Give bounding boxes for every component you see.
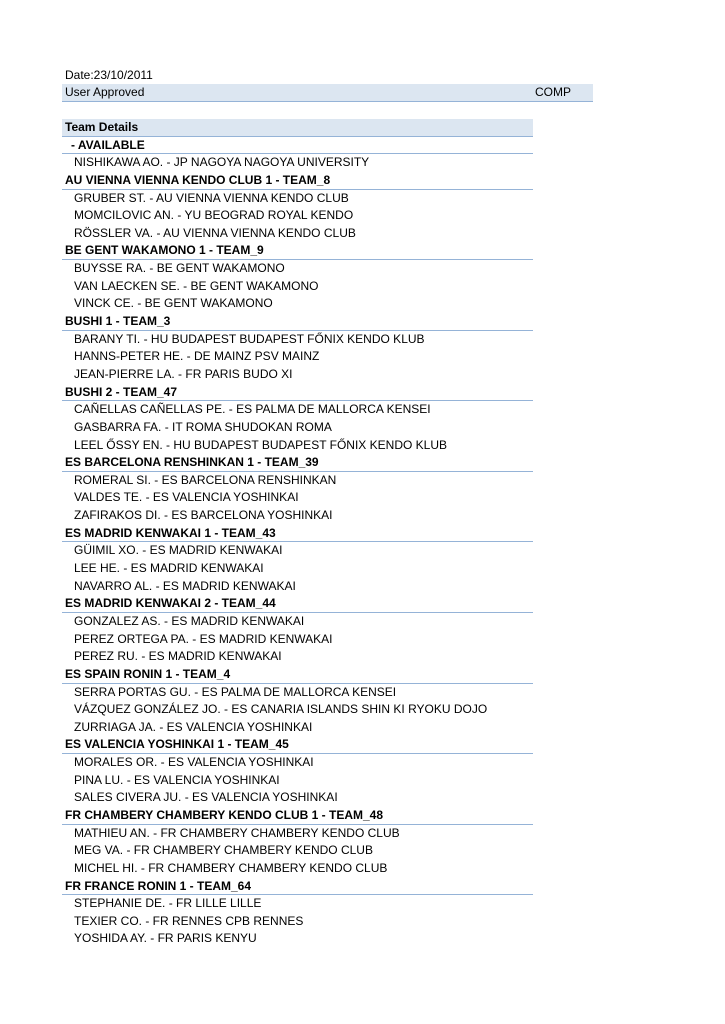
- team-row: ES MADRID KENWAKAI 2 - TEAM_44: [62, 595, 533, 613]
- report-date: Date:23/10/2011: [65, 68, 153, 82]
- member-row: PEREZ ORTEGA PA. - ES MADRID KENWAKAI: [74, 631, 333, 646]
- member-row: ZURRIAGA JA. - ES VALENCIA YOSHINKAI: [74, 719, 313, 734]
- team-row: BUSHI 2 - TEAM_47: [62, 384, 533, 402]
- member-row: PEREZ RU. - ES MADRID KENWAKAI: [74, 649, 282, 664]
- member-row: LEEL ŐSSY EN. - HU BUDAPEST BUDAPEST FŐNIX KENDO KLUB: [74, 437, 447, 452]
- member-row: MICHEL HI. - FR CHAMBERY CHAMBERY KENDO CLUB: [74, 860, 388, 875]
- member-row: GÜIMIL XO. - ES MADRID KENWAKAI: [74, 543, 283, 558]
- member-row: NAVARRO AL. - ES MADRID KENWAKAI: [74, 578, 296, 593]
- member-row: BARANY TI. - HU BUDAPEST BUDAPEST FŐNIX KENDO KLUB: [74, 331, 425, 346]
- team-details-header: Team Details: [62, 119, 533, 137]
- member-row: SERRA PORTAS GU. - ES PALMA DE MALLORCA KENSEI: [74, 684, 397, 699]
- member-row: BUYSSE RA. - BE GENT WAKAMONO: [74, 261, 285, 276]
- member-row: VAN LAECKEN SE. - BE GENT WAKAMONO: [74, 278, 319, 293]
- member-row: LEE HE. - ES MADRID KENWAKAI: [74, 561, 264, 576]
- team-row: ES MADRID KENWAKAI 1 - TEAM_43: [62, 525, 533, 543]
- member-row: CAÑELLAS CAÑELLAS PE. - ES PALMA DE MALLORCA KENSEI: [74, 402, 431, 417]
- member-row: JEAN-PIERRE LA. - FR PARIS BUDO XI: [74, 366, 293, 381]
- member-row: NISHIKAWA AO. - JP NAGOYA NAGOYA UNIVERSITY: [74, 155, 370, 170]
- member-row: PINA LU. - ES VALENCIA YOSHINKAI: [74, 772, 280, 787]
- member-row: YOSHIDA AY. - FR PARIS KENYU: [74, 931, 257, 946]
- member-row: MEG VA. - FR CHAMBERY CHAMBERY KENDO CLUB: [74, 843, 373, 858]
- user-approved-bar: [62, 84, 593, 102]
- team-row: - AVAILABLE: [62, 137, 533, 155]
- team-row: BE GENT WAKAMONO 1 - TEAM_9: [62, 242, 533, 260]
- member-row: STEPHANIE DE. - FR LILLE LILLE: [74, 896, 262, 911]
- user-approved-label: User Approved: [65, 85, 145, 99]
- member-row: RÖSSLER VA. - AU VIENNA VIENNA KENDO CLUB: [74, 225, 356, 240]
- comp-label: COMP: [535, 85, 571, 99]
- team-row: BUSHI 1 - TEAM_3: [62, 313, 533, 331]
- member-row: HANNS-PETER HE. - DE MAINZ PSV MAINZ: [74, 349, 320, 364]
- member-row: ZAFIRAKOS DI. - ES BARCELONA YOSHINKAI: [74, 508, 333, 523]
- team-row: ES BARCELONA RENSHINKAN 1 - TEAM_39: [62, 454, 533, 472]
- member-row: TEXIER CO. - FR RENNES CPB RENNES: [74, 913, 304, 928]
- member-row: VALDES TE. - ES VALENCIA YOSHINKAI: [74, 490, 299, 505]
- team-row: AU VIENNA VIENNA KENDO CLUB 1 - TEAM_8: [62, 172, 533, 190]
- member-row: SALES CIVERA JU. - ES VALENCIA YOSHINKAI: [74, 790, 338, 805]
- member-row: MATHIEU AN. - FR CHAMBERY CHAMBERY KENDO CLUB: [74, 825, 400, 840]
- member-row: VÁZQUEZ GONZÁLEZ JO. - ES CANARIA ISLANDS SHIN KI RYOKU DOJO: [74, 702, 488, 717]
- member-row: VINCK CE. - BE GENT WAKAMONO: [74, 296, 273, 311]
- team-row: ES SPAIN RONIN 1 - TEAM_4: [62, 666, 533, 684]
- team-details-table: [62, 119, 533, 948]
- team-row: FR FRANCE RONIN 1 - TEAM_64: [62, 878, 533, 896]
- member-row: MOMCILOVIC AN. - YU BEOGRAD ROYAL KENDO: [74, 208, 354, 223]
- member-row: MORALES OR. - ES VALENCIA YOSHINKAI: [74, 755, 314, 770]
- team-row: ES VALENCIA YOSHINKAI 1 - TEAM_45: [62, 736, 533, 754]
- member-row: GRUBER ST. - AU VIENNA VIENNA KENDO CLUB: [74, 190, 349, 205]
- member-row: GONZALEZ AS. - ES MADRID KENWAKAI: [74, 613, 305, 628]
- member-row: ROMERAL SI. - ES BARCELONA RENSHINKAN: [74, 472, 337, 487]
- member-row: GASBARRA FA. - IT ROMA SHUDOKAN ROMA: [74, 419, 332, 434]
- team-row: FR CHAMBERY CHAMBERY KENDO CLUB 1 - TEAM_48: [62, 807, 533, 825]
